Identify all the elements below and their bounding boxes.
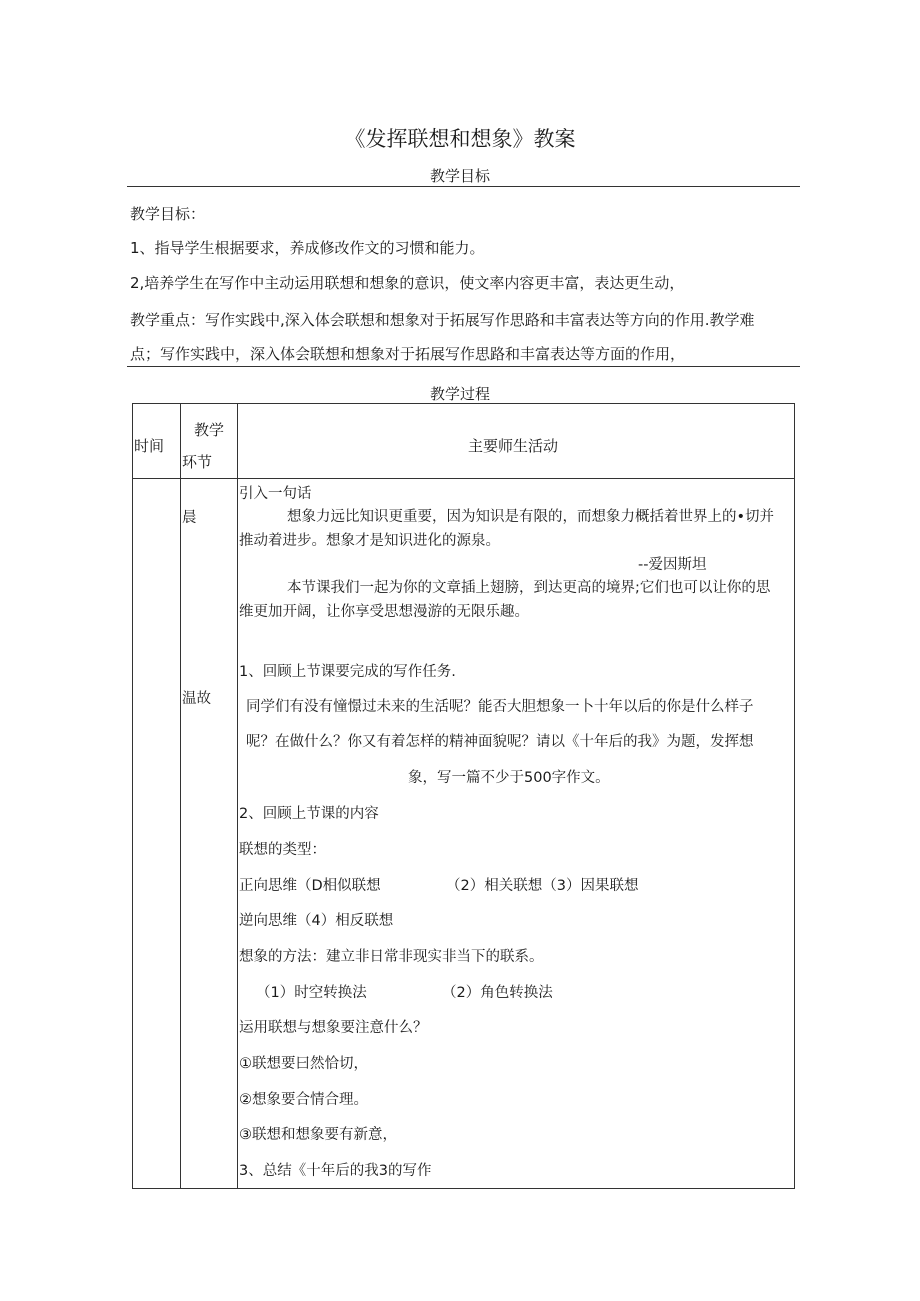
divider-middle bbox=[127, 366, 800, 367]
activity-line: ②想象要合情合理。 bbox=[239, 1092, 368, 1108]
key-points-line-2: 点；写作实践中，深入体会联想和想象对于拓展写作思路和丰富表达等方面的作用， bbox=[130, 345, 686, 363]
time-cell bbox=[133, 479, 181, 1189]
table-header-row bbox=[133, 404, 795, 479]
activity-line: 维更加开阔，让你享受思想漫游的无限乐趣。 bbox=[239, 604, 529, 620]
activity-line: （2）相关联想（3）因果联想 bbox=[446, 878, 639, 894]
activity-line: 1、回顾上节课要完成的写作任务. bbox=[239, 664, 456, 680]
divider-top bbox=[127, 186, 800, 187]
section-heading-goals: 教学目标 bbox=[429, 167, 490, 185]
goals-label: 教学目标： bbox=[130, 205, 206, 223]
activity-line: 联想的类型： bbox=[239, 842, 326, 858]
activity-line: ①联想要曰然恰切， bbox=[239, 1056, 368, 1072]
teaching-process-table bbox=[132, 403, 795, 1189]
activity-line: 呢？在做什么？你又有着怎样的精神面貌呢？请以《十年后的我》为题，发挥想 bbox=[246, 734, 754, 750]
activity-line: 想象的方法：建立非日常非现实非当下的联系。 bbox=[239, 949, 544, 965]
activity-line: 本节课我们一起为你的文章插上翅膀，到达更高的境界;它们也可以让你的思 bbox=[287, 580, 771, 596]
activity-line: 逆向思维（4）相反联想 bbox=[239, 913, 394, 929]
activity-line: 正向思维（D相似联想 bbox=[239, 878, 381, 894]
activity-line: 运用联想与想象要注意什么？ bbox=[239, 1020, 428, 1036]
activity-line: 想象力远比知识更重要，因为知识是有限的，而想象力概括着世界上的•切并 bbox=[287, 509, 775, 525]
stage-morning: 晨 bbox=[182, 510, 197, 526]
goal-item-1: 1、指导学生根据要求，养成修改作文的习惯和能力。 bbox=[130, 239, 485, 257]
stage-review: 温故 bbox=[182, 691, 211, 707]
stage-cell bbox=[181, 479, 238, 1189]
header-cell-time bbox=[133, 404, 181, 479]
activity-line: （1）时空转换法 bbox=[256, 985, 367, 1001]
header-cell-stage bbox=[181, 404, 238, 479]
activity-line: 同学们有没有憧憬过未来的生活呢？能否大胆想象一卜十年以后的你是什么样子 bbox=[246, 699, 754, 715]
activity-line: ③联想和想象要有新意， bbox=[239, 1127, 397, 1143]
header-stage-line2: 环节 bbox=[182, 453, 213, 471]
activity-line: 2、回顾上节课的内容 bbox=[239, 806, 379, 822]
header-time: 时间 bbox=[134, 437, 165, 455]
header-stage-line1: 教学 bbox=[194, 421, 225, 439]
activity-cell bbox=[238, 479, 795, 1189]
header-activity: 主要师生活动 bbox=[468, 437, 559, 455]
header-cell-activity bbox=[238, 404, 795, 479]
document-title: 《发挥联想和想象》教案 bbox=[344, 127, 576, 151]
activity-line: 3、总结《十年后的我3的写作 bbox=[239, 1163, 432, 1179]
key-points-line-1: 教学重点：写作实践中,深入体会联想和想象对于拓展写作思路和丰富表达等方向的作用.教学难 bbox=[130, 311, 755, 329]
activity-line: 引入一句话 bbox=[239, 486, 312, 502]
activity-line: （2）角色转换法 bbox=[442, 985, 553, 1001]
table-body-row bbox=[133, 479, 795, 1189]
section-heading-process: 教学过程 bbox=[429, 385, 490, 403]
activity-line: 推动着进步。想象才是知识进化的源泉。 bbox=[239, 533, 500, 549]
goal-item-2: 2,培养学生在写作中主动运用联想和想象的意识，使文率内容更丰富，表达更生动， bbox=[130, 274, 685, 292]
activity-line: 象，写一篇不少于500字作文。 bbox=[408, 770, 610, 786]
activity-line: --爱因斯坦 bbox=[638, 557, 707, 573]
